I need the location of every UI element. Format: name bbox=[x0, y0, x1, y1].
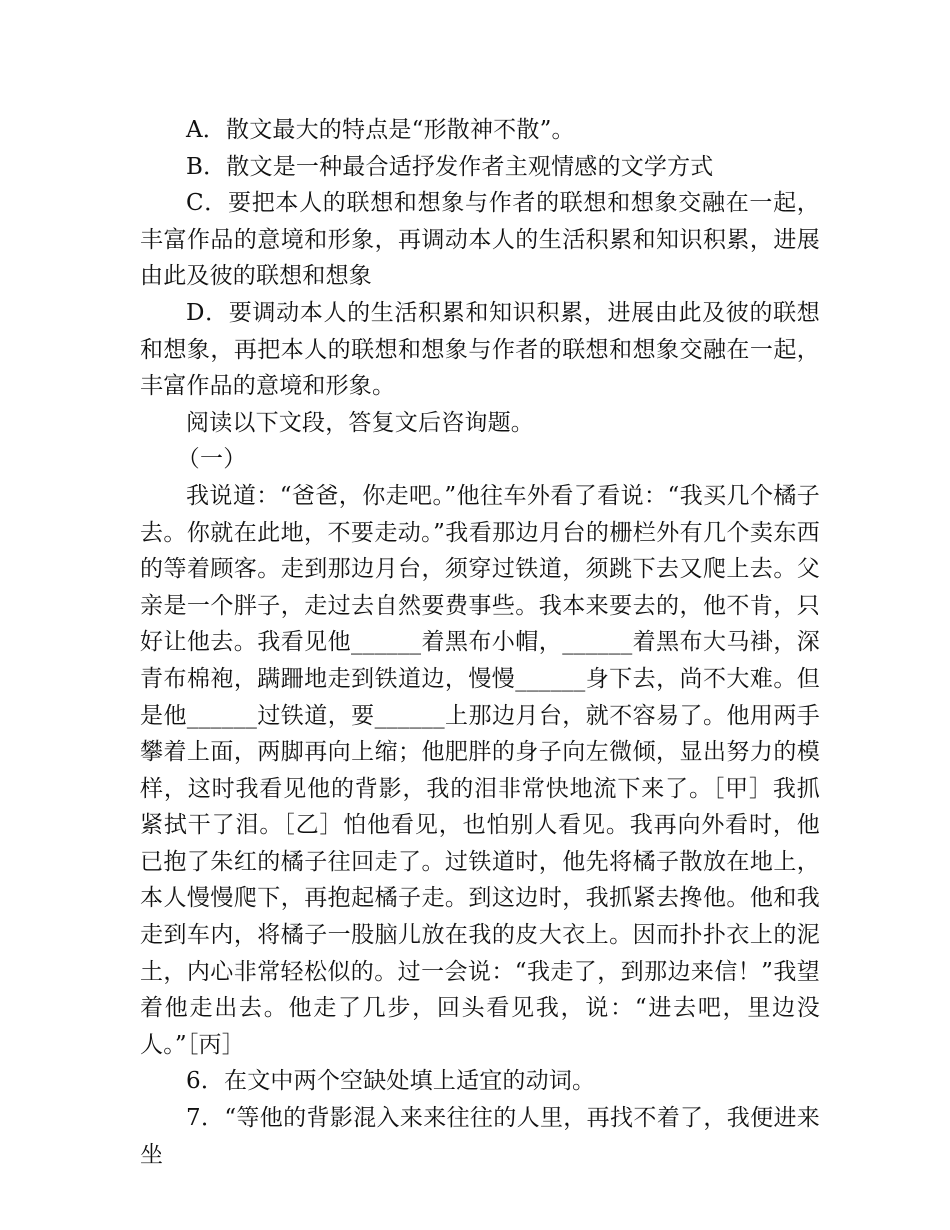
option-a: A．散文最大的特点是“形散神不散”。 bbox=[186, 117, 575, 143]
section-label: （一） bbox=[176, 446, 247, 473]
question-7: 7．“等他的背影混入来来往往的人里，再找不着了，我便进来坐 bbox=[140, 1105, 820, 1168]
option-d: D．要调动本人的生活积累和知识积累，进展由此及彼的联想和想象，再把本人的联想和想象与作者的联想和想象交融在一起，丰富作品的意境和形象。 bbox=[140, 299, 820, 400]
reading-passage: 我说道：“爸爸，你走吧。”他往车外看了看说：“我买几个橘子去。你就在此地，不要走动。”我看那边月台的栅栏外有几个卖东西的等着顾客。走到那边月台，须穿过铁道，须跳下去又爬上去。父亲是一个胖子，走过去自然要费事些。我本来要去的，他不肯，只好让他去。我看见他______着黑布小帽，______着黑布大马褂，深青布棉袍，蹒跚地走到铁道边，慢慢______身下去，尚不大难。但是他______过铁道，要______上那边月台，就不容易了。他用两手攀着上面，两脚再向上缩；他肥胖的身子向左微倾，显出努力的模样，这时我看见他的背影，我的泪非常快地流下来了。［甲］我抓紧拭干了泪。［乙］怕他看见，也怕别人看见。我再向外看时，他已抱了朱红的橘子往回走了。过铁道时，他先将橘子散放在地上，本人慢慢爬下，再抱起橘子走。到这边时，我抓紧去搀他。他和我走到车内，将橘子一股脑儿放在我的皮大衣上。因而扑扑衣上的泥土，内心非常轻松似的。过一会说：“我走了，到那边来信！”我望着他走出去。他走了几步，回头看见我，说：“进去吧，里边没人。”［丙］ bbox=[140, 482, 820, 1058]
option-b: B．散文是一种最合适抒发作者主观情感的文学方式 bbox=[186, 153, 714, 180]
reading-instruction: 阅读以下文段，答复文后咨询题。 bbox=[186, 409, 534, 436]
question-6: 6．在文中两个空缺处填上适宜的动词。 bbox=[186, 1068, 596, 1095]
document-body bbox=[140, 112, 820, 1173]
option-c: C．要把本人的联想和想象与作者的联想和想象交融在一起，丰富作品的意境和形象，再调动本人的生活积累和知识积累，进展由此及彼的联想和想象 bbox=[140, 190, 820, 290]
